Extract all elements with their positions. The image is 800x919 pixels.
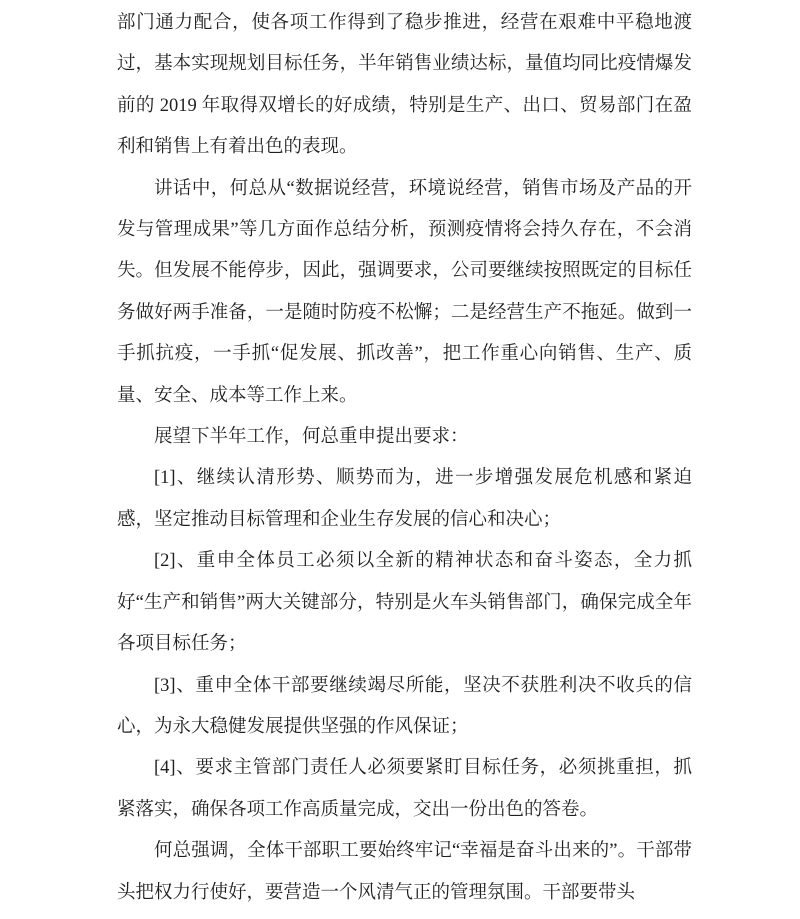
paragraph-requirement-2: [2]、重申全体员工必须以全新的精神状态和奋斗姿态，全力抓好“生产和销售”两大关键部分，特别是火车头销售部门，确保完成全年各项目标任务； [117,551,692,655]
paragraph-requirement-3: [3]、重申全体干部要继续竭尽所能，坚决不获胜利决不收兵的信心，为永大稳健发展提供坚强的作风保证； [117,675,692,737]
paragraph-summary-overview: 部门通力配合，使各项工作得到了稳步推进，经营在艰难中平稳地渡过，基本实现规划目标任务，半年销售业绩达标，量值均同比疫情爆发前的 2019 年取得双增长的好成绩，特别是生产、出口、贸易部门在盈利和销售上有着出色的表现。 [117,13,692,158]
paragraph-closing-emphasis: 何总强调，全体干部职工要始终牢记“幸福是奋斗出来的”。干部带头把权力行使好，要营造一个风清气正的管理氛围。干部要带头 [117,841,692,903]
paragraph-requirement-1: [1]、继续认清形势、顺势而为，进一步增强发展危机感和紧迫感，坚定推动目标管理和企业生存发展的信心和决心； [117,468,692,530]
paragraph-requirement-4: [4]、要求主管部门责任人必须要紧盯目标任务，必须挑重担，抓紧落实，确保各项工作高质量完成，交出一份出色的答卷。 [117,758,692,820]
paragraph-speech-analysis: 讲话中，何总从“数据说经营，环境说经营，销售市场及产品的开发与管理成果”等几方面作总结分析，预测疫情将会持久存在，不会消失。但发展不能停步，因此，强调要求，公司要继续按照既定的目标任务做好两手准备，一是随时防疫不松懈；二是经营生产不拖延。做到一手抓抗疫，一手抓“促发展、抓改善”，把工作重心向销售、生产、质量、安全、成本等工作上来。 [117,178,692,406]
paragraph-outlook-intro: 展望下半年工作，何总重申提出要求： [154,427,469,448]
document-body [117,3,692,914]
